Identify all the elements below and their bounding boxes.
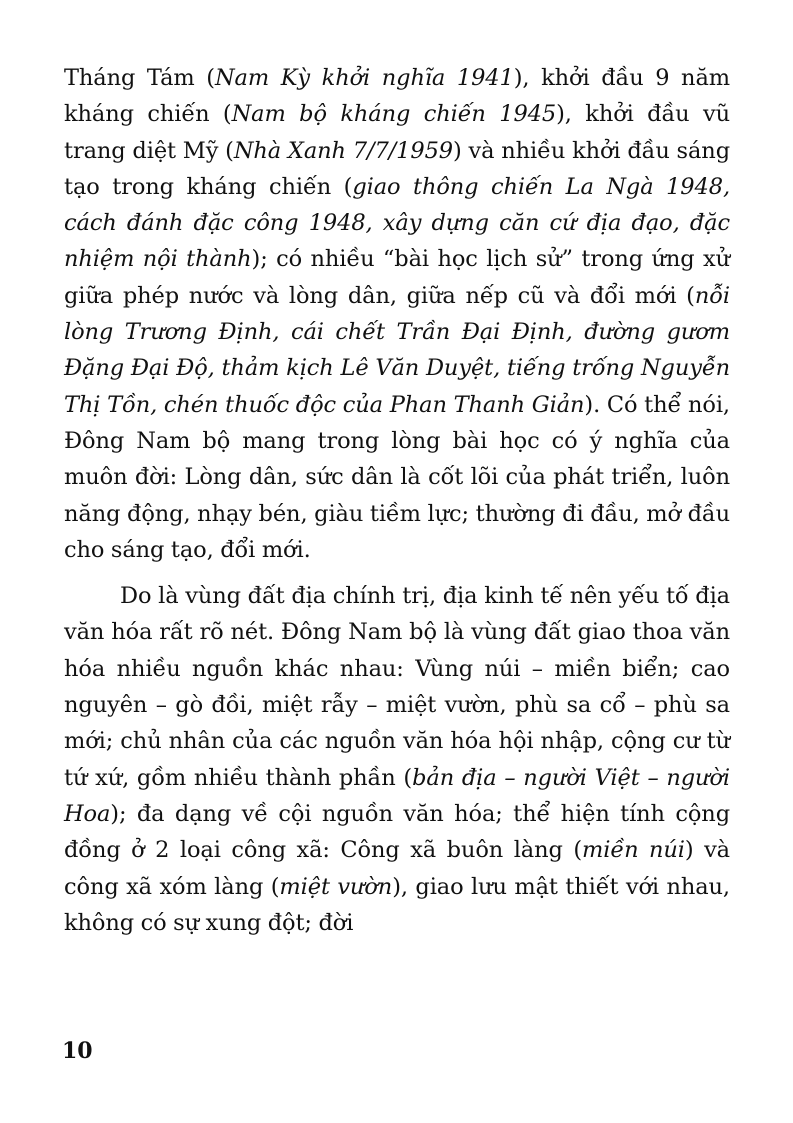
italic-reference: miền núi — [582, 837, 685, 864]
text-run: Tháng Tám ( — [64, 65, 215, 91]
italic-reference: bản địa – người Việt – người Hoa — [64, 764, 730, 827]
text-run: ) và nhiều khởi đầu sáng tạo trong kháng chiến ( — [64, 137, 730, 200]
text-run: ), khởi đầu vũ trang diệt Mỹ ( — [64, 101, 730, 164]
italic-reference: giao thông chiến La Ngà 1948, cách đánh đặc công 1948, xây dựng căn cứ địa đạo, đặc nhiệm nội thành — [64, 173, 730, 273]
text-run: ), giao lưu mật thiết với nhau, không có sự xung đột; đời — [64, 873, 730, 936]
paragraph-1 — [64, 60, 730, 568]
page-body — [64, 60, 730, 941]
text-run: ), khởi đầu 9 năm kháng chiến ( — [64, 65, 730, 128]
italic-reference: Nam bộ kháng chiến 1945 — [231, 101, 557, 128]
text-run: Do là vùng đất địa chính trị, địa kinh tế nên yếu tố địa văn hóa rất rõ nét. Đông Nam bộ là vùng đất giao thoa văn hóa nhiều nguồn khác nhau: Vùng núi – miền biển; cao nguyên – gò đồi, miệt rẫy – miệt vườn, phù sa cổ – phù sa mới; chủ nhân của các nguồn văn hóa hội nhập, cộng cư từ tứ xứ, gồm nhiều thành phần ( — [64, 583, 730, 791]
paragraph-2 — [64, 578, 730, 941]
italic-reference: Nam Kỳ khởi nghĩa 1941 — [214, 65, 514, 91]
text-run: ); có nhiều “bài học lịch sử” trong ứng xử giữa phép nước và lòng dân, giữa nếp cũ và đổi mới ( — [64, 246, 730, 309]
italic-reference: Nhà Xanh 7/7/1959 — [233, 137, 454, 164]
text-run: ) và công xã xóm làng ( — [64, 837, 731, 900]
page-number: 10 — [62, 1038, 93, 1064]
italic-reference: nỗi lòng Trương Định, cái chết Trần Đại Định, đường gươm Đặng Đại Độ, thảm kịch Lê Văn Duyệt, tiếng trống Nguyễn Thị Tồn, chén thuốc độc của Phan Thanh Giản — [64, 282, 730, 418]
text-run: ). Có thể nói, Đông Nam bộ mang trong lòng bài học có ý nghĩa của muôn đời: Lòng dân, sức dân là cốt lõi của phát triển, luôn năng động, nhạy bén, giàu tiềm lực; thường đi đầu, mở đầu cho sáng tạo, đổi mới. — [64, 391, 730, 563]
text-run: ); đa dạng về cội nguồn văn hóa; thể hiện tính cộng đồng ở 2 loại công xã: Công xã buôn làng ( — [64, 800, 730, 864]
italic-reference: miệt vườn — [279, 873, 393, 900]
